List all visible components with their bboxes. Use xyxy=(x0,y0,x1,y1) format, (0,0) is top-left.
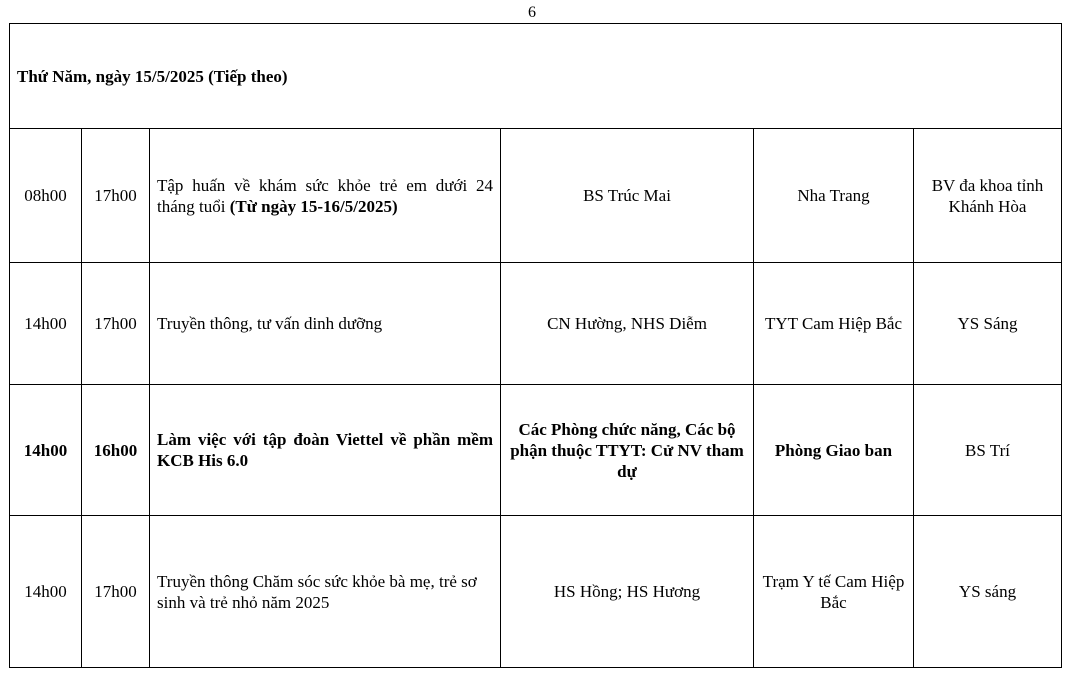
start-time: 14h00 xyxy=(10,516,82,668)
end-time: 17h00 xyxy=(82,129,150,263)
location: Trạm Y tế Cam Hiệp Bắc xyxy=(754,516,914,668)
start-time: 14h00 xyxy=(10,385,82,516)
participants: HS Hồng; HS Hương xyxy=(501,516,754,668)
end-time: 17h00 xyxy=(82,263,150,385)
activity-note: (Từ ngày 15-16/5/2025) xyxy=(229,196,398,216)
start-time: 14h00 xyxy=(10,263,82,385)
page-number: 6 xyxy=(528,4,536,21)
day-header: Thứ Năm, ngày 15/5/2025 (Tiếp theo) xyxy=(10,24,1062,129)
activity-content: Truyền thông Chăm sóc sức khỏe bà mẹ, trẻ sơ sinh và trẻ nhỏ năm 2025 xyxy=(150,516,501,668)
location: Nha Trang xyxy=(754,129,914,263)
activity-content xyxy=(150,129,501,263)
lead: YS Sáng xyxy=(914,263,1062,385)
activity-content: Làm việc với tập đoàn Viettel về phần mềm KCB His 6.0 xyxy=(150,385,501,516)
location: Phòng Giao ban xyxy=(754,385,914,516)
lead: BS Trí xyxy=(914,385,1062,516)
activity-content: Truyền thông, tư vấn dinh dưỡng xyxy=(150,263,501,385)
end-time: 16h00 xyxy=(82,385,150,516)
day-header-row xyxy=(10,24,1062,129)
lead: YS sáng xyxy=(914,516,1062,668)
participants: Các Phòng chức năng, Các bộ phận thuộc TTYT: Cử NV tham dự xyxy=(501,385,754,516)
activity-text: Tập huấn về khám sức khỏe trẻ em dưới 24 tháng tuổi xyxy=(157,175,493,216)
participants: BS Trúc Mai xyxy=(501,129,754,263)
table-row xyxy=(10,516,1062,668)
start-time: 08h00 xyxy=(10,129,82,263)
end-time: 17h00 xyxy=(82,516,150,668)
participants: CN Hường, NHS Diễm xyxy=(501,263,754,385)
location: TYT Cam Hiệp Bắc xyxy=(754,263,914,385)
table-row xyxy=(10,263,1062,385)
schedule-table xyxy=(9,23,1062,668)
lead: BV đa khoa tỉnh Khánh Hòa xyxy=(914,129,1062,263)
table-row xyxy=(10,129,1062,263)
table-row xyxy=(10,385,1062,516)
